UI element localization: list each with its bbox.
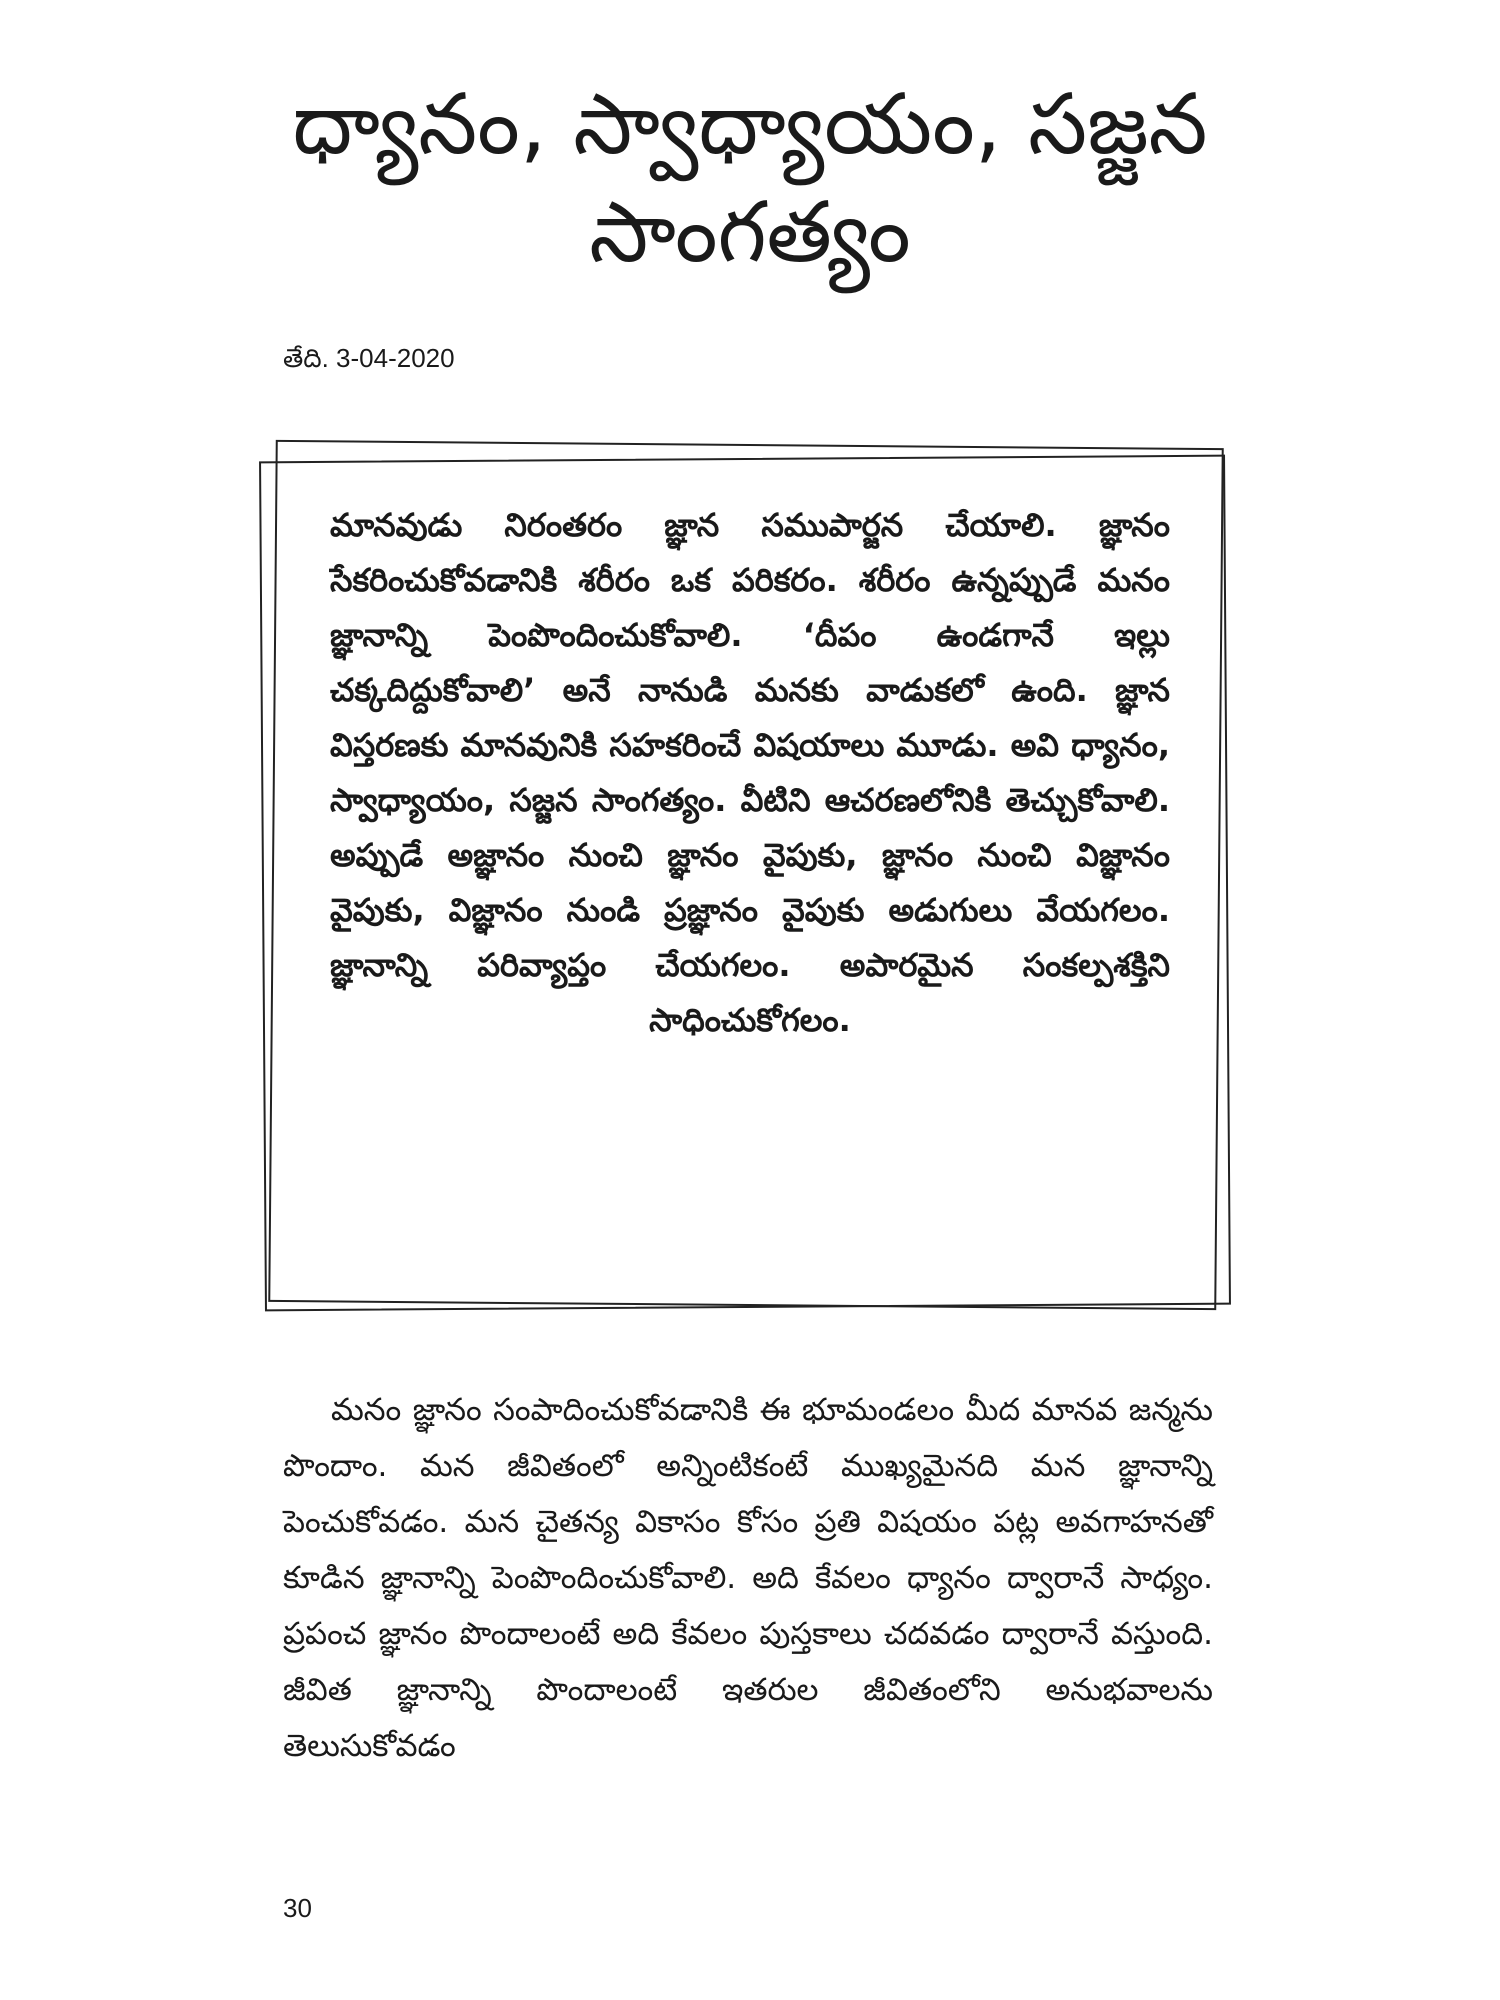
page-number: 30 [283,1893,312,1923]
page-date: తేది. 3-04-2020 [283,343,455,373]
highlight-box-text: మానవుడు నిరంతరం జ్ఞాన సముపార్జన చేయాలి. జ్ఞానం సేకరించుకోవడానికి శరీరం ఒక పరికరం. శరీరం ఉన్నప్పుడే మనం జ్ఞానాన్ని పెంపొందించుకోవాలి. ‘దీపం ఉండగానే ఇల్లు చక్కదిద్దుకోవాలి’ అనే నానుడి మనకు వాడుకలో ఉంది. జ్ఞాన విస్తరణకు మానవునికి సహకరించే విషయాలు మూడు. అవి ధ్యానం, స్వాధ్యాయం, సజ్జన సాంగత్యం. వీటిని ఆచరణలోనికి తెచ్చుకోవాలి. అప్పుడే అజ్ఞానం నుంచి జ్ఞానం వైపుకు, జ్ఞానం నుంచి విజ్ఞానం వైపుకు, విజ్ఞానం నుండి ప్రజ్ఞానం వైపుకు అడుగులు వేయగలం. జ్ఞానాన్ని పరివ్యాప్తం చేయగలం. అపారమైన సంకల్పశక్తిని సాధించుకోగలం. [330,506,1170,1039]
page-title: ధ్యానం, స్వాధ్యాయం, సజ్జన సాంగత్యం [292,75,1208,281]
body-paragraph: మనం జ్ఞానం సంపాదించుకోవడానికి ఈ భూమండలం మీద మానవ జన్మను పొందాం. మన జీవితంలో అన్నింటికంటే ముఖ్యమైనది మన జ్ఞానాన్ని పెంచుకోవడం. మన చైతన్య వికాసం కోసం ప్రతి విషయం పట్ల అవగాహనతో కూడిన జ్ఞానాన్ని పెంపొందించుకోవాలి. అది కేవలం ధ్యానం ద్వారానే సాధ్యం. ప్రపంచ జ్ఞానం పొందాలంటే అది కేవలం పుస్తకాలు చదవడం ద్వారానే వస్తుంది. జీవిత జ్ఞానాన్ని పొందాలంటే ఇతరుల జీవితంలోని అనుభవాలను తెలుసుకోవడం [283,1392,1213,1764]
